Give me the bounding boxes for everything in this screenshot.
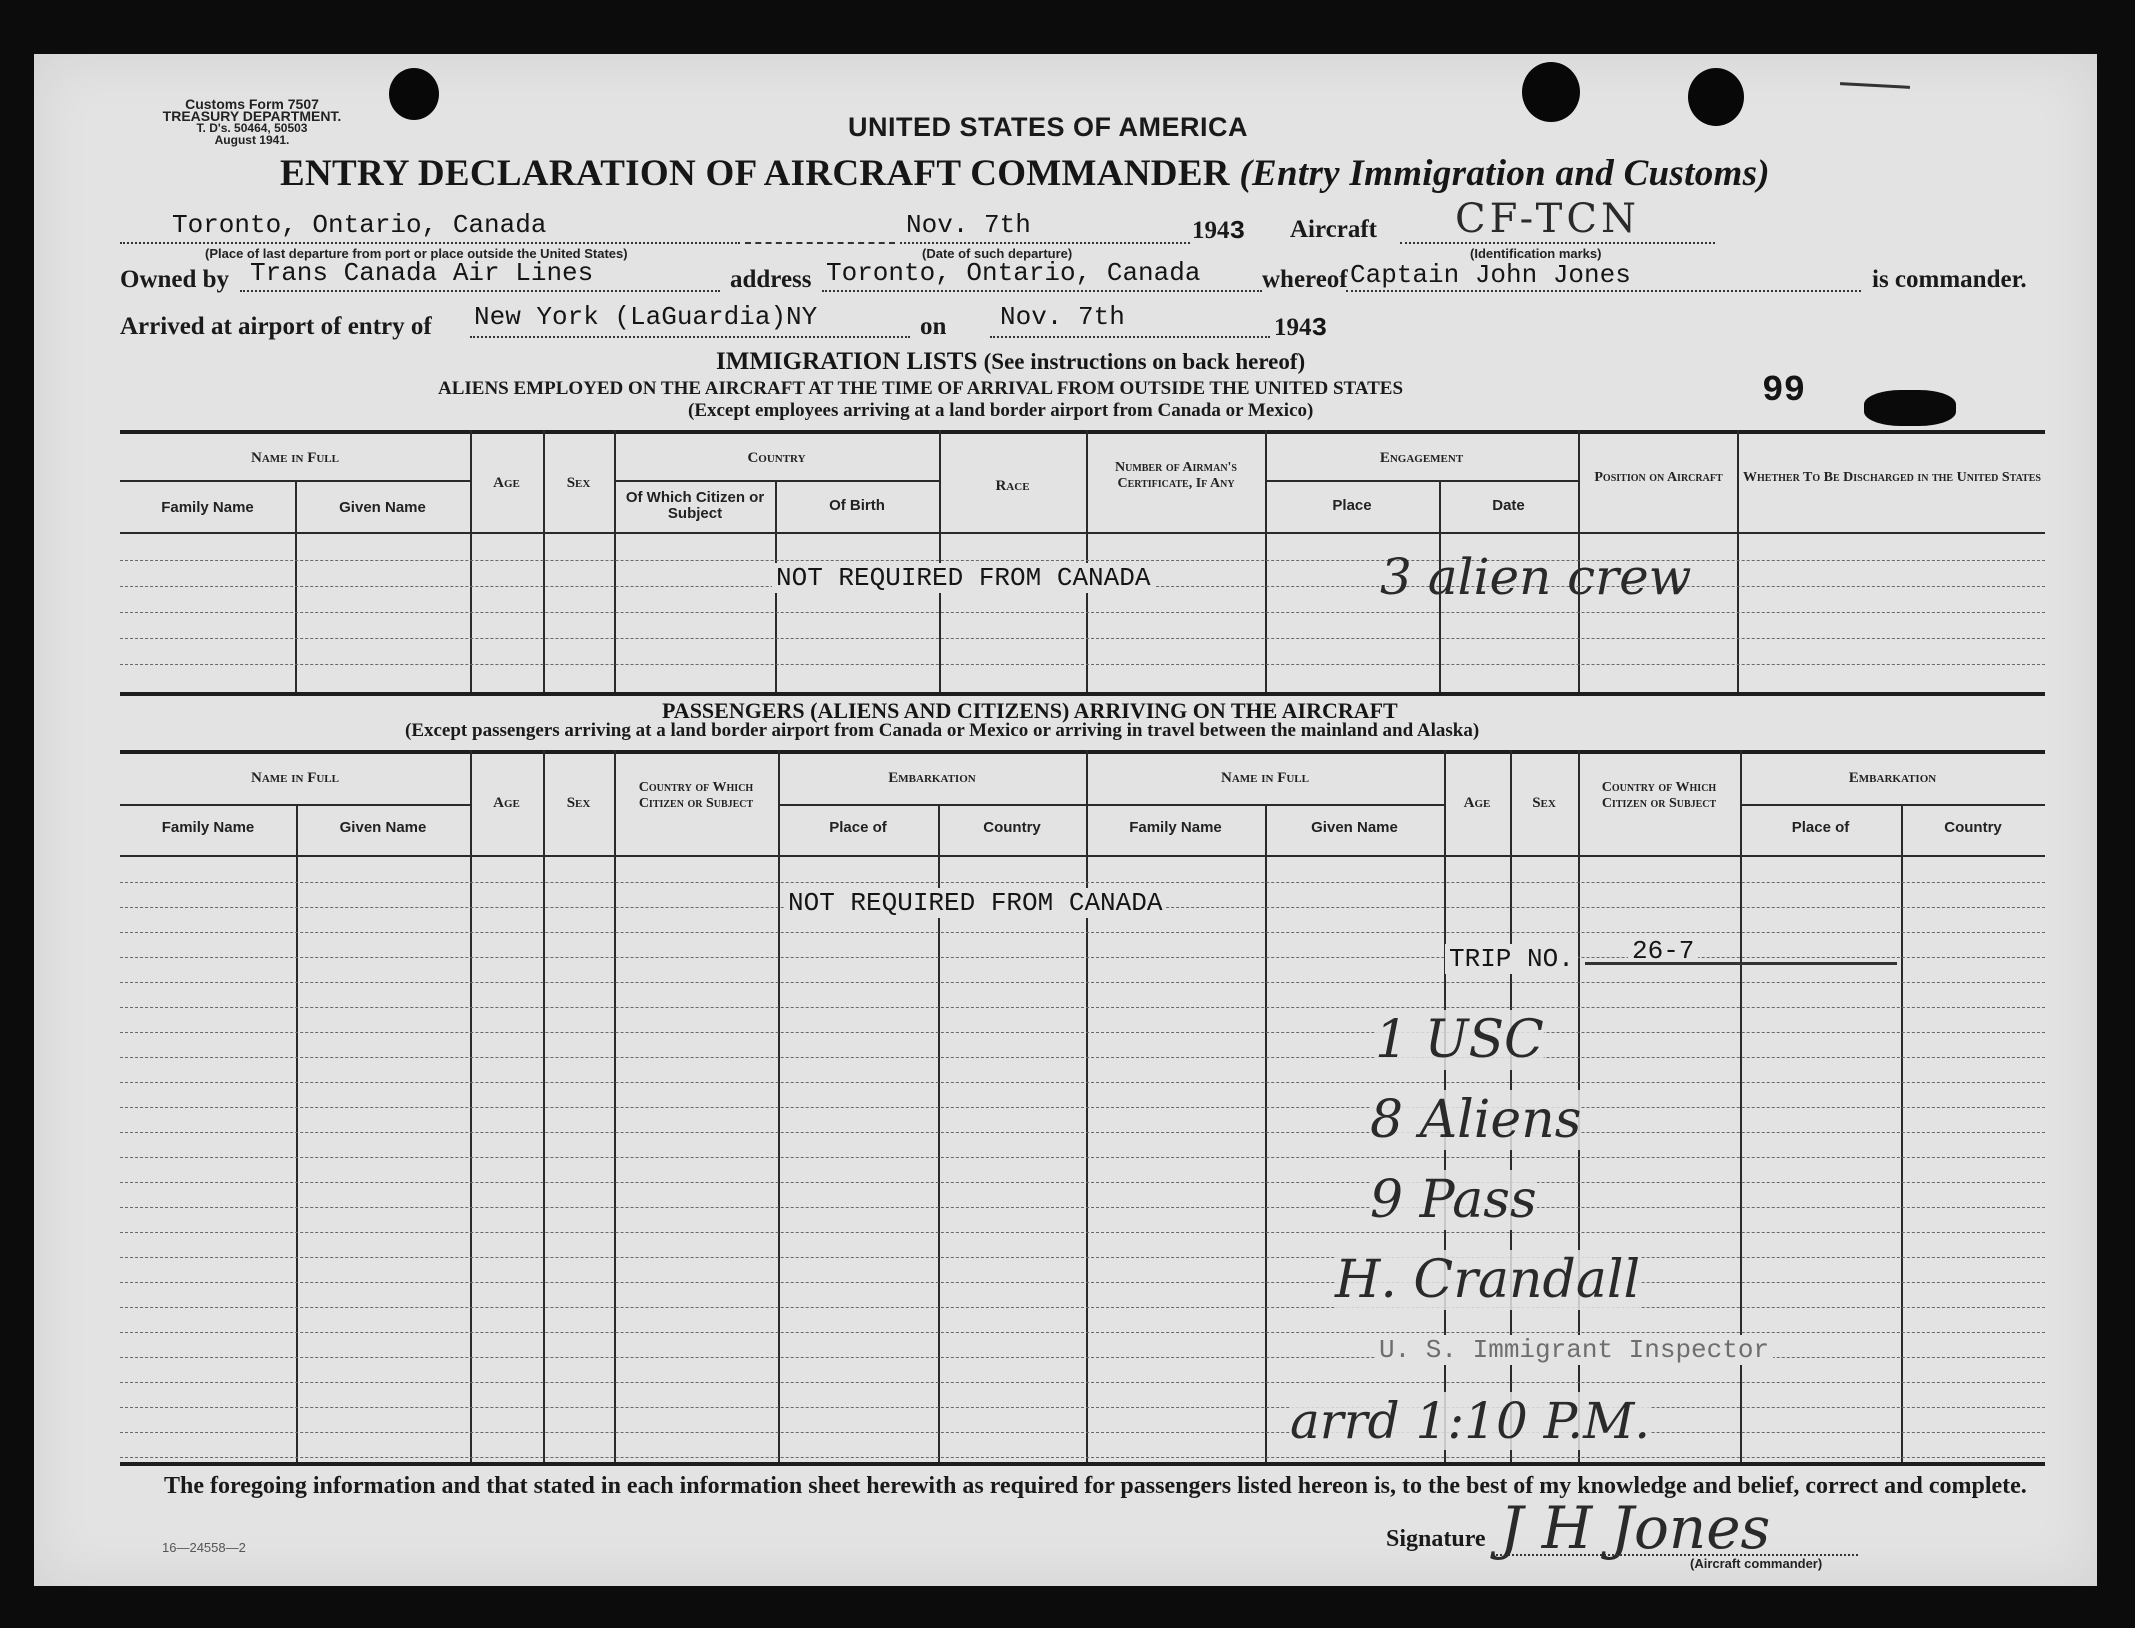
imm-th-certificate: Number of Airman's Certificate, If Any [1114, 460, 1237, 491]
pass-th-given: Given Name [339, 819, 427, 836]
pass-th-given-2: Given Name [1311, 819, 1398, 836]
hand-note-arrival-time: arrd 1:10 P.M. [1290, 1392, 1651, 1450]
arrival-on-label: on [920, 313, 947, 340]
immigration-title-note: (See instructions on back hereof) [983, 349, 1306, 374]
pass-th-age: Age [493, 795, 520, 811]
imm-th-engagement: Engagement [1379, 450, 1464, 466]
departure-year [1192, 216, 1245, 246]
pass-row-rule [120, 1107, 2045, 1108]
arrival-date: Nov. 7th [1000, 302, 1125, 332]
pass-row-rule [120, 1082, 2045, 1083]
pass-th-name-2: Name in Full [1220, 770, 1309, 786]
departure-date-caption: (Date of such departure) [922, 246, 1073, 261]
pass-th-sex-2: Sex [1532, 795, 1556, 811]
pass-th-country-citizen: Country of Which Citizen or Subject [638, 780, 754, 811]
trip-label: TRIP NO. [1445, 944, 1578, 974]
form-td-numbers: T. D's. 50464, 50503 [196, 121, 308, 135]
commander-line [1346, 290, 1861, 292]
pass-th-country: Country [983, 819, 1041, 836]
hand-note-usc: 1 USC [1375, 1010, 1544, 1070]
imm-col-2 [470, 430, 472, 692]
punch-hole-1 [389, 68, 439, 120]
signature-caption: (Aircraft commander) [1690, 1556, 1823, 1571]
pass-row-rule [120, 1007, 2045, 1008]
imm-col-4 [614, 430, 616, 692]
pass-col-4 [614, 750, 616, 1462]
pass-th-age-2: Age [1463, 795, 1491, 811]
imm-th-age: Age [493, 475, 520, 491]
owner-address: Toronto, Ontario, Canada [826, 258, 1201, 288]
form-number: Customs Form 7507 [185, 96, 319, 112]
imm-table-bottom [120, 692, 2045, 696]
departure-place-caption: (Place of last departure from port or place outside the United States) [205, 246, 628, 261]
pass-th-family: Family Name [161, 819, 255, 836]
commander-name: Captain John Jones [1350, 260, 1631, 290]
passengers-subtitle: (Except passengers arriving at a land border airport from Canada or Mexico or arriving in travel between the mainland and Alaska) [405, 720, 1480, 741]
departure-year-prefix: 194 [1192, 217, 1230, 244]
departure-date: Nov. 7th [906, 210, 1031, 240]
pass-th-sex: Sex [566, 795, 591, 811]
pass-row-rule [120, 1157, 2045, 1158]
pass-col-1 [296, 804, 298, 1462]
arrival-airport: New York (LaGuardia)NY [474, 302, 818, 332]
imm-handwritten-crew: 3 alien crew [1380, 548, 1692, 606]
imm-th-birth: Of Birth [829, 497, 885, 514]
punch-hole-2 [1522, 62, 1580, 122]
imm-th-sex: Sex [566, 475, 591, 491]
pass-row-rule [120, 1282, 2045, 1283]
arrival-year-prefix: 194 [1274, 314, 1312, 341]
imm-row-rule-5 [120, 664, 2045, 665]
immigration-title-main: IMMIGRATION LISTS [716, 348, 978, 375]
arrival-label: Arrived at airport of entry of [120, 313, 432, 340]
imm-row-rule-3 [120, 612, 2045, 613]
signature-label: Signature [1386, 1526, 1486, 1552]
imm-th-given: Given Name [339, 499, 426, 516]
print-code: 16—24558—2 [162, 1540, 246, 1555]
imm-row-rule-4 [120, 638, 2045, 639]
imm-th-family: Family Name [161, 499, 254, 516]
pass-row-rule [120, 1382, 2045, 1383]
imm-engagement-mid [1265, 480, 1578, 482]
imm-table-top [120, 430, 2045, 434]
pass-th-name: Name in Full [250, 770, 339, 786]
pass-row-rule [120, 1257, 2045, 1258]
pass-col-5 [778, 750, 780, 1462]
pass-not-required: NOT REQUIRED FROM CANADA [784, 888, 1166, 918]
form-date: August 1941. [214, 133, 290, 147]
pass-th-country-2: Country [1944, 819, 2002, 836]
pass-row-rule [120, 932, 2045, 933]
aircraft-label: Aircraft [1290, 216, 1377, 243]
imm-th-citizen: Of Which Citizen or Subject [625, 489, 765, 522]
commander-signature: J H Jones [1500, 1494, 1771, 1562]
owner: Trans Canada Air Lines [250, 258, 594, 288]
pass-row-rule [120, 982, 2045, 983]
pass-row-rule [120, 1307, 2045, 1308]
pass-row-rule [120, 1132, 2045, 1133]
inspector-label: U. S. Immigrant Inspector [1375, 1335, 1773, 1365]
arrival-date-line [990, 336, 1270, 338]
pass-header-mid-2 [778, 804, 1086, 806]
pass-col-8 [1265, 804, 1267, 1462]
address-line [822, 290, 1262, 292]
imm-th-date: Date [1492, 497, 1525, 514]
pass-col-7 [1086, 750, 1088, 1462]
imm-col-7 [1086, 430, 1088, 692]
immigration-stamp-number: 99 [1762, 370, 1806, 411]
immigration-title [716, 348, 1305, 376]
pass-header-mid-4 [1740, 804, 2045, 806]
imm-row-rule-1 [120, 560, 2045, 561]
arrival-year-suffix: 3 [1311, 313, 1328, 343]
pass-th-place-of: Place of [829, 819, 887, 836]
pass-th-place-of-2: Place of [1791, 819, 1850, 836]
aircraft-id-line [1400, 242, 1715, 244]
owned-by-label: Owned by [120, 266, 230, 293]
form-id-block [112, 98, 392, 146]
pass-row-rule [120, 1032, 2045, 1033]
pass-row-rule [120, 1332, 2045, 1333]
imm-th-discharged: Whether To Be Discharged in the United States [1743, 470, 2041, 485]
address-label: address [730, 266, 812, 293]
certification-statement: The foregoing information and that stated in each information sheet herewith as required for passengers listed hereon is, to the best of my knowledge and belief, correct and complete. [164, 1473, 2027, 1499]
pass-row-rule [120, 1182, 2045, 1183]
pass-th-country-citizen-2: Country of Which Citizen or Subject [1601, 780, 1717, 811]
pass-col-3 [543, 750, 545, 1462]
pass-row-rule [120, 1232, 2045, 1233]
owner-line [240, 290, 720, 292]
departure-date-line [900, 242, 1190, 244]
immigration-subtitle: ALIENS EMPLOYED ON THE AIRCRAFT AT THE TIME OF ARRIVAL FROM OUTSIDE THE UNITED STATES [438, 378, 1404, 399]
departure-place-line [120, 242, 740, 244]
main-title [280, 152, 1770, 195]
pass-table-top [120, 750, 2045, 754]
aircraft-id-caption: (Identification marks) [1470, 246, 1602, 261]
imm-th-country: Country [747, 450, 806, 466]
pass-row-rule [120, 882, 2045, 883]
pass-header-mid-1 [120, 804, 470, 806]
main-title-suffix: (Entry Immigration and Customs) [1239, 153, 1770, 194]
arrival-airport-line [470, 336, 910, 338]
pass-row-rule [120, 1207, 2045, 1208]
imm-th-position: Position on Aircraft [1594, 470, 1723, 485]
pass-row-rule [120, 1432, 2045, 1433]
trip-number-line [1585, 962, 1897, 965]
aircraft-id: CF-TCN [1455, 196, 1640, 242]
immigration-subtitle-note: (Except employees arriving at a land border airport from Canada or Mexico) [688, 400, 1314, 421]
trip-number: 26-7 [1628, 936, 1698, 966]
redaction-smudge [1864, 390, 1956, 426]
pass-th-family-2: Family Name [1129, 819, 1222, 836]
imm-col-3 [543, 430, 545, 692]
departure-place: Toronto, Ontario, Canada [172, 210, 547, 240]
imm-col-6 [939, 430, 941, 692]
arrival-year [1274, 313, 1327, 343]
passengers-title: PASSENGERS (ALIENS AND CITIZENS) ARRIVING ON THE AIRCRAFT [662, 698, 1398, 723]
pass-row-rule [120, 1407, 2045, 1408]
form-department: TREASURY DEPARTMENT. [162, 108, 342, 124]
imm-col-11 [1737, 430, 1739, 692]
pass-col-13 [1901, 804, 1903, 1462]
hand-note-inspector-signature: H. Crandall [1335, 1250, 1641, 1310]
hand-note-aliens: 8 Aliens [1370, 1090, 1582, 1150]
commander-suffix: is commander. [1872, 266, 2027, 293]
country-title: UNITED STATES OF AMERICA [848, 112, 1248, 142]
punch-hole-3 [1688, 68, 1744, 126]
pass-header-bottom [120, 855, 2045, 857]
main-title-prefix: ENTRY DECLARATION OF AIRCRAFT COMMANDER [280, 153, 1230, 194]
pass-table-bottom [120, 1462, 2045, 1466]
departure-gap-line [745, 242, 895, 244]
imm-not-required: NOT REQUIRED FROM CANADA [772, 563, 1154, 593]
pass-th-embarkation-2: Embarkation [1848, 770, 1937, 786]
imm-col-8 [1265, 430, 1267, 692]
imm-th-name: Name in Full [250, 450, 339, 466]
departure-year-suffix: 3 [1229, 216, 1246, 246]
pass-th-embarkation: Embarkation [888, 770, 976, 786]
pass-row-rule [120, 957, 2045, 958]
imm-header-bottom [120, 532, 2045, 534]
pass-row-rule [120, 1057, 2045, 1058]
imm-th-place: Place [1332, 497, 1372, 514]
imm-th-race: Race [995, 478, 1030, 494]
whereof-label: whereof [1262, 266, 1348, 293]
pass-row-rule [120, 1457, 2045, 1458]
pass-col-2 [470, 750, 472, 1462]
hand-note-pass: 9 Pass [1370, 1170, 1537, 1230]
